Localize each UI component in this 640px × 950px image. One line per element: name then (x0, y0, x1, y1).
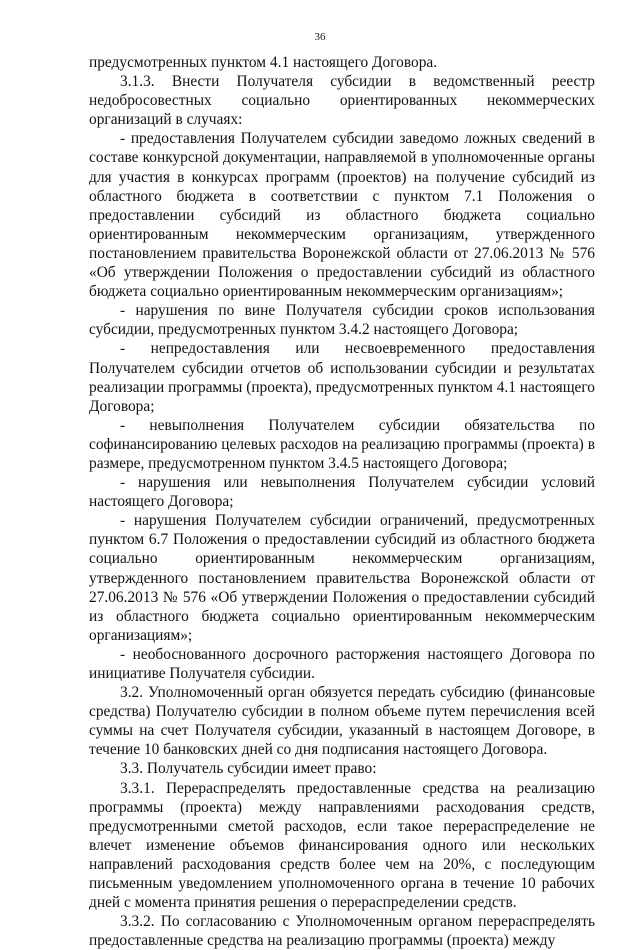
paragraph-3-3: 3.3. Получатель субсидии имеет право: (120, 760, 377, 778)
paragraph-3-1-3: 3.1.3. Внести Получателя субсидии в ведомственный реестр недобросовестных социально ориентированных некоммерческих организаций в случаях: (89, 73, 595, 129)
list-item-contract-violation: - нарушения или невыполнения Получателем субсидии условий настоящего Договора; (89, 474, 595, 511)
list-item-restrictions-violation: - нарушения Получателем субсидии ограничений, предусмотренных пунктом 6.7 Положения о предоставлении субсидий из областного бюджета социально ориентированным некоммерческим организациям, утвержденного постановлением правительства Воронежской области от 27.06.2013 № 576 «Об утверждении Положения о предоставлении субсидий из областного бюджета социально ориентированным некоммерческим организациям»; (89, 512, 595, 644)
list-item-deadline-violation: - нарушения по вине Получателя субсидии сроков использования субсидии, предусмотренных пунктом 3.4.2 настоящего Договора; (89, 302, 595, 339)
page-number: 36 (314, 31, 326, 43)
list-item-reports-not-provided: - непредоставления или несвоевременного предоставления Получателем субсидии отчетов об использовании субсидии и результатах реализации программы (проекта), предусмотренных пунктом 4.1 настоящего Договора; (89, 340, 596, 415)
paragraph-continuation: предусмотренных пунктом 4.1 настоящего Договора. (89, 54, 438, 71)
list-item-false-information: - предоставления Получателем субсидии заведомо ложных сведений в составе конкурсной документации, направляемой в уполномоченные органы для участия в конкурсах программ (проектов) на получение субсидий из областного бюджета в соответствии с пунктом 7.1 Положения о предоставлении субсидий из областного бюджета социально ориентированным некоммерческим организациям, утвержденного постановлением правительства Воронежской области от 27.06.2013 № 576 «Об утверждении Положения о предоставлении субсидий из областного бюджета социально ориентированным некоммерческим организациям»; (89, 130, 595, 301)
paragraph-3-3-1: 3.3.1. Перераспределять предоставленные средства на реализацию программы (проекта) между направлениями расходования средств, предусмотренными сметой расходов, если такое перераспределение не влечет изменение объемов финансирования одного или нескольких направлений расходования средств более чем на 20%, с последующим письменным уведомлением уполномоченного органа в течение 10 рабочих дней с момента принятия решения о перераспределении средств. (89, 779, 595, 912)
paragraph-3-2: 3.2. Уполномоченный орган обязуется передать субсидию (финансовые средства) Получателю субсидии в полном объеме путем перечисления всей суммы на счет Получателя субсидии, указанный в настоящем Договоре, в течение 10 банковских дней со дня подписания настоящего Договора. (89, 684, 595, 759)
list-item-early-termination: - необоснованного досрочного расторжения настоящего Договора по инициативе Получателя субсидии. (89, 645, 595, 682)
list-item-cofinancing-failure: - невыполнения Получателем субсидии обязательства по софинансированию целевых расходов на реализацию программы (проекта) в размере, предусмотренном пунктом 3.4.5 настоящего Договора; (89, 416, 595, 472)
document-body (89, 53, 595, 950)
paragraph-3-3-2: 3.3.2. По согласованию с Уполномоченным органом перераспределять предоставленные средства на реализацию программы (проекта) между (89, 913, 595, 950)
